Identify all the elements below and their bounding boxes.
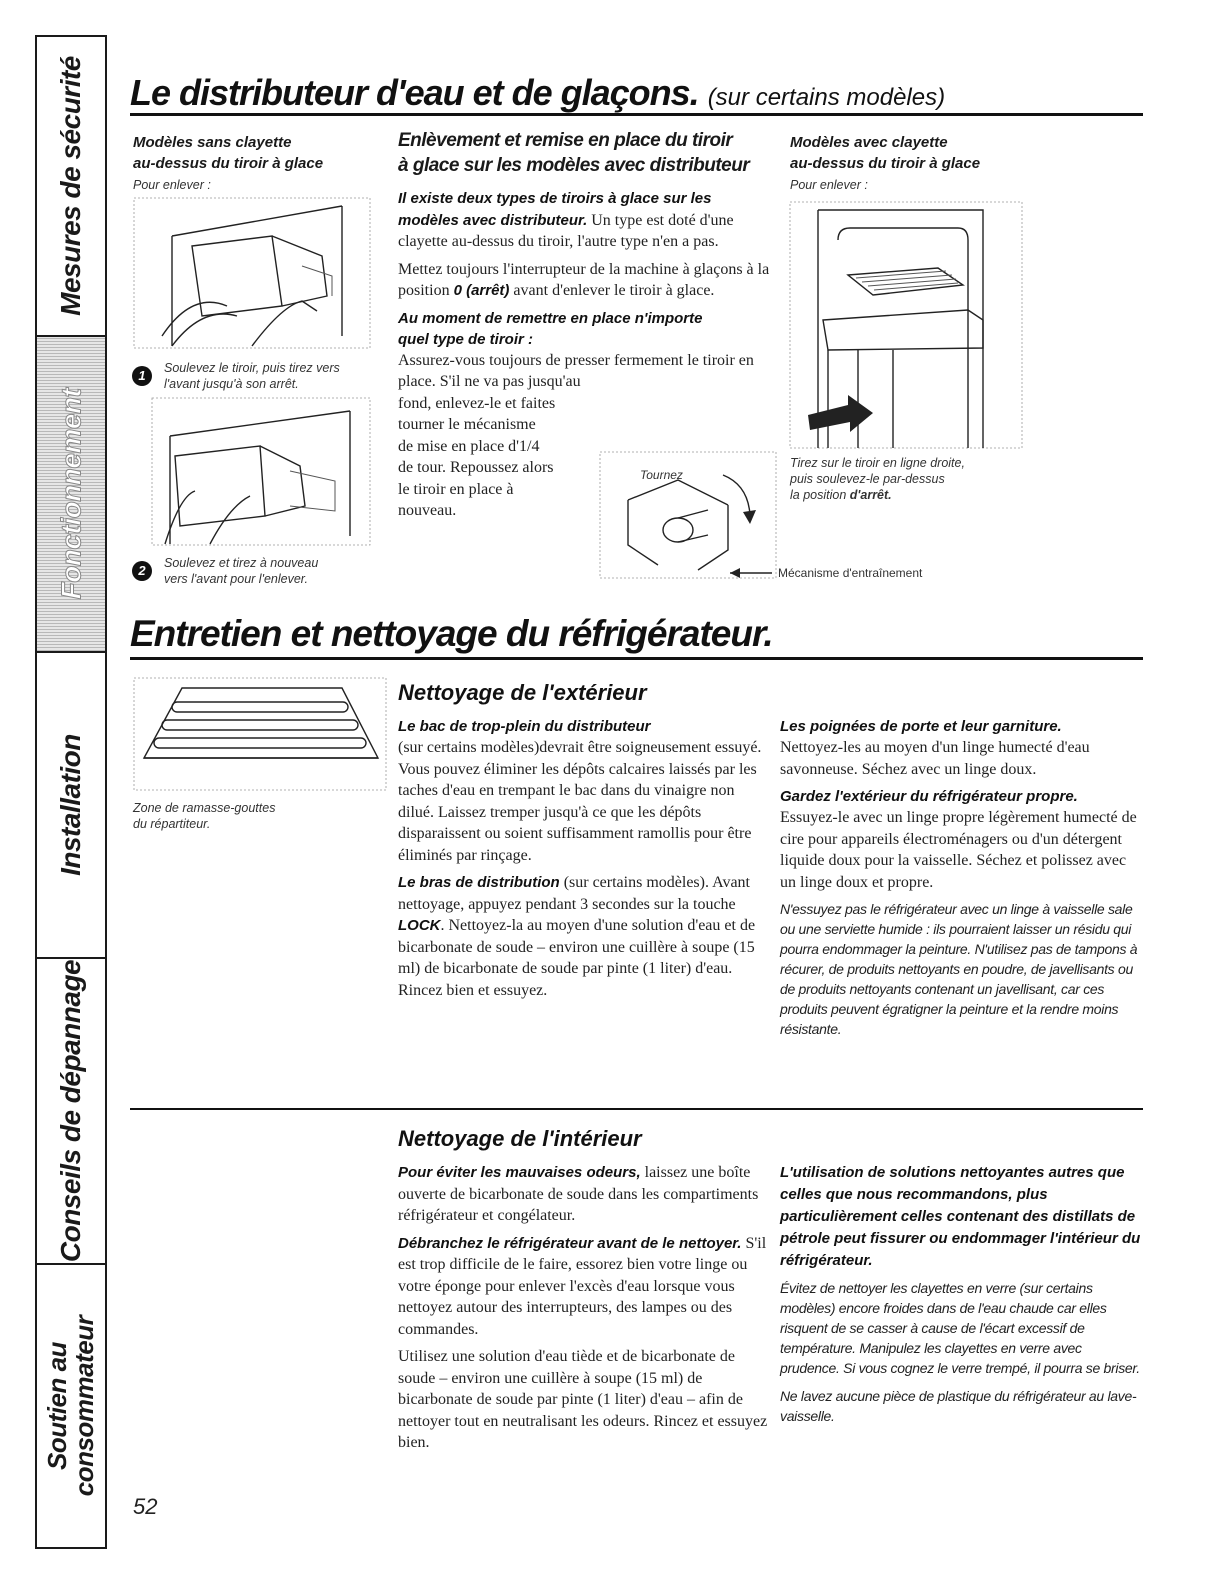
caption-line: Zone de ramasse-gouttes <box>133 801 276 815</box>
caption-text: la position <box>790 488 850 502</box>
paragraph <box>398 1162 768 1227</box>
lead-text: Le bras de distribution <box>398 874 560 891</box>
lead-line: Au moment de remettre en place n'importe <box>398 309 703 327</box>
heading-line: Enlèvement et remise en place du tiroir <box>398 130 733 151</box>
drawer-illustration-step1 <box>132 196 372 351</box>
paragraph-line: de mise en place d'1/4 <box>398 437 540 455</box>
tab-soutien-au-consommateur[interactable] <box>37 1265 105 1547</box>
paragraph-line: le tiroir en place à <box>398 480 514 498</box>
interior-col-a <box>398 1162 768 1460</box>
tab-label: Soutien au consommateur <box>42 1315 99 1497</box>
caption-line: puis soulevez-le par-dessus <box>790 472 945 486</box>
right-col-heading <box>790 132 1130 174</box>
paragraph-text: Assurez-vous toujours de presser fermement le tiroir en place. S'il ne va pas jusqu'au <box>398 351 754 390</box>
interior-heading: Nettoyage de l'intérieur <box>398 1126 642 1151</box>
paragraph <box>398 872 768 1001</box>
drip-tray-illustration <box>132 676 388 792</box>
paragraph-line: fond, enlevez-le et faites <box>398 394 556 412</box>
tab-label: Conseils de dépannage <box>55 959 86 1263</box>
caption-line <box>790 487 1030 503</box>
left-col-heading <box>133 132 373 174</box>
paragraph-text: laissez une boîte ouverte de bicarbonate de soude dans les compartiments réfrigérateur et congélateur. <box>398 1164 759 1224</box>
lock-key-label: LOCK <box>398 917 441 934</box>
lead-text: Gardez l'extérieur du réfrigérateur propre. <box>780 788 1078 805</box>
p3-lead <box>398 308 770 350</box>
exterior-col-a <box>398 716 768 1007</box>
paragraph <box>398 188 770 253</box>
tab-installation[interactable] <box>37 653 105 959</box>
paragraph-text: (sur certains modèles). Avant nettoyage, appuyez pendant 3 secondes sur la touche <box>398 874 750 913</box>
step2-caption <box>132 555 372 587</box>
paragraph-text: Mettez toujours l'interrupteur de la machine à glaçons à la position <box>398 260 770 299</box>
exterior-col-b <box>780 716 1142 1039</box>
pour-enlever-label: Pour enlever : <box>133 178 211 192</box>
paragraph-text: Essuyez-le avec un linge propre légèrement humecté de cire pour appareils électroménagers ou d'un détergent liquide doux pour la vaisselle. Séchez et polissez avec un linge doux et propre. <box>780 809 1137 891</box>
shelf-drawer-illustration <box>788 200 1024 450</box>
heading-line: Modèles sans clayette <box>133 134 292 151</box>
title-rule <box>130 657 1143 660</box>
dishwasher-note: Ne lavez aucune pièce de plastique du réfrigérateur au lave-vaisselle. <box>780 1388 1137 1424</box>
lead-text: Les poignées de porte et leur garniture. <box>780 718 1062 735</box>
drive-mechanism-illustration <box>598 450 778 580</box>
heading-line: à glace sur les modèles avec distributeur <box>398 155 750 176</box>
pour-enlever-label: Pour enlever : <box>790 178 868 192</box>
section-divider <box>130 1108 1143 1110</box>
lead-text: Débranchez le réfrigérateur avant de le nettoyer. <box>398 1234 742 1252</box>
step-number-badge: 2 <box>132 561 152 581</box>
paragraph-text: S'il est trop difficile de le faire, essorez bien votre linge ou votre éponge pour enlever l'excès d'eau lorsque vous nettoyez autour des interrupteurs, des lampes ou des commandes. <box>398 1234 767 1338</box>
paragraph-text: Utilisez une solution d'eau tiède et de bicarbonate de soude – environ une cuillère à soupe (15 ml) de bicarbonate de soude par pinte (1 liter) d'eau – afin de nettoyer tout en neutralisant les odeurs. Rincez et essuyez bien. <box>398 1348 768 1451</box>
heading-line: au-dessus du tiroir à glace <box>790 155 981 172</box>
caption-emphasis: d'arrêt. <box>849 488 892 502</box>
tab-fonctionnement[interactable] <box>37 337 105 653</box>
mecanisme-label: Mécanisme d'entraînement <box>778 566 923 580</box>
paragraph-text: (sur certains modèles)devrait être soigneusement essuyé. Vous pouvez éliminer les dépôts calcaires laissés par les taches d'eau en trempant le bac dans du vinaigre non dilué. Laissez tremper jusqu'à ce que les dépôts disparaissent ou soient suffisamment ramollis pour être éliminés par rinçage. <box>398 739 762 864</box>
tab-mesures-de-securite[interactable] <box>37 37 105 337</box>
lead-text: Pour éviter les mauvaises odeurs, <box>398 1164 641 1181</box>
interior-col-b <box>780 1162 1142 1426</box>
drip-tray-caption <box>133 800 275 832</box>
exterior-heading: Nettoyage de l'extérieur <box>398 680 647 705</box>
tab-label: Mesures de sécurité <box>55 56 86 316</box>
glass-note: Évitez de nettoyer les clayettes en verre (sur certains modèles) encore froides dans de l'eau chaude car elles risquent de se casser à cause de l'écart excessif de température. Manipulez les clayettes en verre avec prudence. Si vous cognez le verre trempé, il pourra se briser. <box>780 1280 1140 1376</box>
title-subtitle: (sur certains modèles) <box>707 84 946 111</box>
caption-line: Soulevez et tirez à nouveau <box>164 556 319 570</box>
tab-conseils-de-depannage[interactable] <box>37 959 105 1265</box>
caption-line: Soulevez le tiroir, puis tirez vers <box>164 361 340 375</box>
arrow-icon <box>728 566 774 580</box>
emphasis-text: 0 (arrêt) <box>453 282 510 299</box>
step1-caption <box>132 360 372 392</box>
warning-note: N'essuyez pas le réfrigérateur avec un linge à vaisselle sale ou une serviette humide : ils pourraient laisser un résidu qui pourra endommager la peinture. N'utilisez pas de tampons à récurer, de produits nettoyants en poudre, de javellisants ou de produits nettoyants contenant un javellisant, car ces produits peuvent égratigner la peinture et la rendre moins résistante. <box>780 901 1138 1037</box>
lead-text: Il existe deux types de tiroirs à glace sur les modèles avec distributeur. <box>398 190 712 229</box>
lead-text: L'utilisation de solutions nettoyantes autres que celles que nous recommandons, plus particulièrement celles contenant des distillats de pétrole peut fissurer ou endommager l'intérieur du réfrigérateur. <box>780 1164 1141 1269</box>
paragraph-line: de tour. Repoussez alors <box>398 459 554 476</box>
step-number-badge: 1 <box>132 366 152 386</box>
caption-line: Tirez sur le tiroir en ligne droite, <box>790 456 965 470</box>
page-number: 52 <box>133 1494 158 1519</box>
title-text: Le distributeur d'eau et de glaçons. <box>130 72 699 113</box>
heading-line: au-dessus du tiroir à glace <box>133 155 324 172</box>
paragraph-text: . Nettoyez-la au moyen d'une solution d'eau et de bicarbonate de soude – environ une cuillère à soupe (15 ml) de bicarbonate de soude par pinte (1 liter) d'eau. Rincez bien et essuyez. <box>398 917 756 999</box>
tab-label: Fonctionnement <box>55 388 87 600</box>
paragraph-text: avant d'enlever le tiroir à glace. <box>509 282 715 299</box>
section-title-entretien: Entretien et nettoyage du réfrigérateur. <box>130 613 773 654</box>
section-title-distributeur <box>130 72 945 114</box>
paragraph <box>398 259 770 302</box>
title-rule <box>130 113 1143 116</box>
caption-line: du répartiteur. <box>133 817 211 831</box>
tab-label: Installation <box>55 734 87 876</box>
middle-col-heading <box>398 128 778 178</box>
paragraph-text: Nettoyez-les au moyen d'un linge humecté d'eau savonneuse. Séchez avec un linge doux. <box>780 739 1090 778</box>
lead-line: quel type de tiroir : <box>398 330 534 348</box>
heading-line: Modèles avec clayette <box>790 134 948 151</box>
right-col-caption <box>790 455 1030 503</box>
caption-line: l'avant jusqu'à son arrêt. <box>164 377 299 391</box>
caption-line: vers l'avant pour l'enlever. <box>164 572 308 586</box>
tournez-label: Tournez <box>640 468 683 482</box>
paragraph-line: tourner le mécanisme <box>398 416 536 433</box>
paragraph-line: nouveau. <box>398 502 457 519</box>
side-tabs <box>35 35 107 1549</box>
paragraph-text: Un type est doté d'une clayette au-dessus du tiroir, l'autre type n'en a pas. <box>398 211 734 250</box>
lead-text: Le bac de trop-plein du distributeur <box>398 718 651 735</box>
drawer-illustration-step2 <box>150 396 372 548</box>
paragraph <box>398 1233 768 1341</box>
